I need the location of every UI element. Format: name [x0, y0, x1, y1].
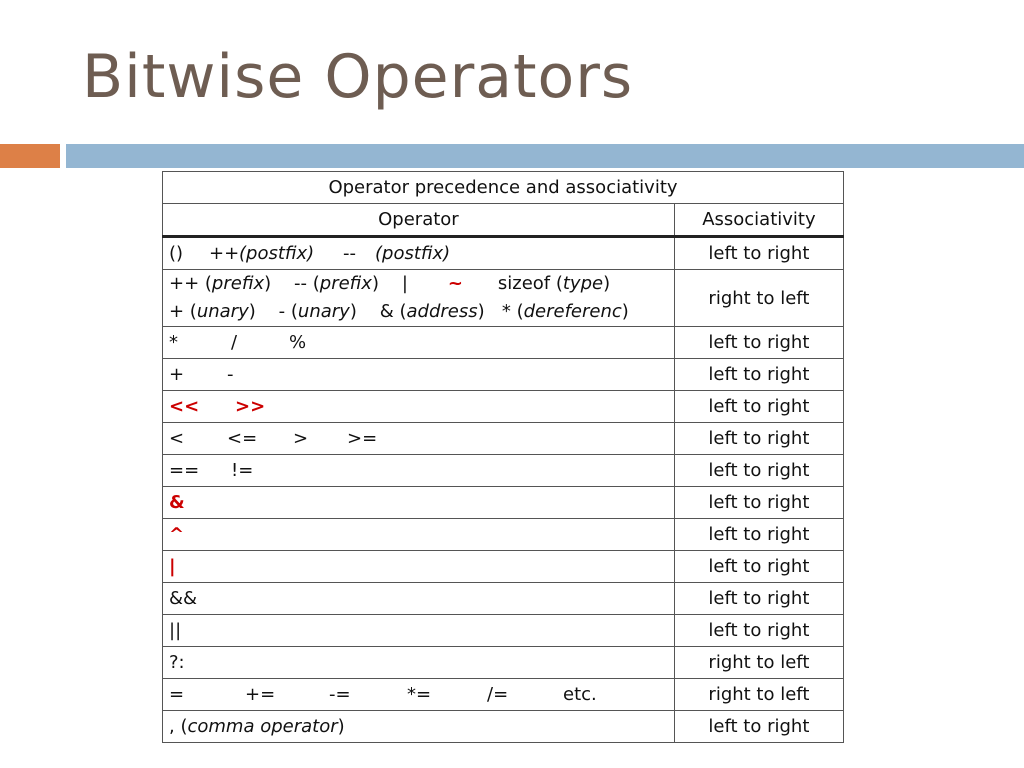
- associativity-cell: left to right: [674, 423, 843, 455]
- associativity-cell: left to right: [674, 615, 843, 647]
- operator-cell: = += -= *= /= etc.: [163, 679, 675, 711]
- associativity-cell: left to right: [674, 551, 843, 583]
- operator-cell: &: [163, 487, 675, 519]
- operator-cell: < <= > >=: [163, 423, 675, 455]
- accent-bar-blue: [66, 144, 1024, 168]
- operator-cell: , (comma operator): [163, 711, 675, 743]
- associativity-cell: left to right: [674, 327, 843, 359]
- table-row: [163, 391, 844, 423]
- header-associativity: Associativity: [674, 204, 843, 237]
- associativity-cell: left to right: [674, 519, 843, 551]
- associativity-cell: left to right: [674, 711, 843, 743]
- slide-title: Bitwise Operators: [82, 42, 634, 112]
- associativity-cell: left to right: [674, 237, 843, 270]
- operator-cell: ||: [163, 615, 675, 647]
- table-row: [163, 519, 844, 551]
- accent-bar-orange: [0, 144, 60, 168]
- associativity-cell: left to right: [674, 455, 843, 487]
- table-row: [163, 359, 844, 391]
- associativity-cell: left to right: [674, 359, 843, 391]
- operator-cell: + -: [163, 359, 675, 391]
- table-row: [163, 455, 844, 487]
- table-row: [163, 327, 844, 359]
- associativity-cell: right to left: [674, 647, 843, 679]
- operator-cell: ^: [163, 519, 675, 551]
- operator-cell: ?:: [163, 647, 675, 679]
- table-row: [163, 423, 844, 455]
- associativity-cell: right to left: [674, 679, 843, 711]
- operator-cell: () ++(postfix) -- (postfix): [163, 237, 675, 270]
- precedence-table: [162, 171, 844, 743]
- table-row: [163, 270, 844, 327]
- operator-cell: |: [163, 551, 675, 583]
- operator-cell: == !=: [163, 455, 675, 487]
- table-row: [163, 487, 844, 519]
- table-row: [163, 237, 844, 270]
- operator-cell: &&: [163, 583, 675, 615]
- operator-cell: ++ (prefix) -- (prefix) | ~ sizeof (type) + (unary) - (unary) & (address) * (dereferenc): [163, 270, 675, 327]
- table-row: [163, 615, 844, 647]
- associativity-cell: left to right: [674, 391, 843, 423]
- operator-cell: << >>: [163, 391, 675, 423]
- associativity-cell: right to left: [674, 270, 843, 327]
- associativity-cell: left to right: [674, 487, 843, 519]
- table-row: [163, 647, 844, 679]
- header-operator: Operator: [163, 204, 675, 237]
- table-row: [163, 711, 844, 743]
- operator-cell: * / %: [163, 327, 675, 359]
- table-caption: Operator precedence and associativity: [163, 172, 844, 204]
- table-row: [163, 583, 844, 615]
- table-row: [163, 679, 844, 711]
- table-row: [163, 551, 844, 583]
- associativity-cell: left to right: [674, 583, 843, 615]
